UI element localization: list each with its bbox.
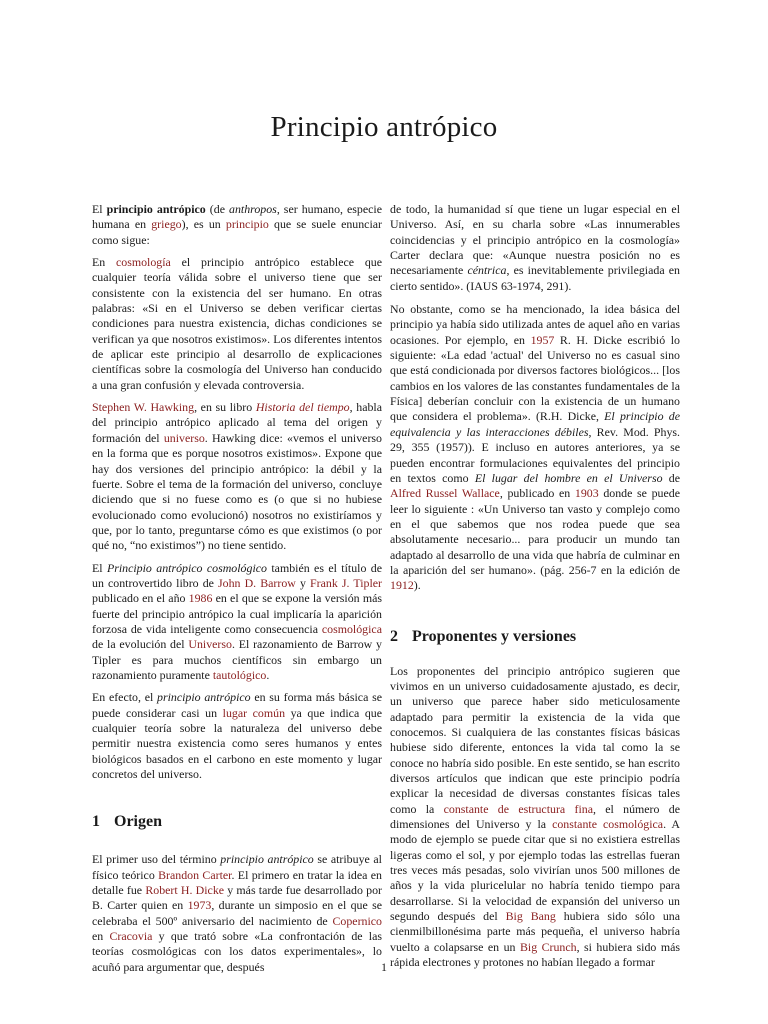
paragraph: El Principio antrópico cosmológico también es el título de un controvertido libro de John D. Barrow y Frank J. Tipler publicado en el año 1986 en el que se expone la versión más fuerte del principio antrópico la cual implicaría la aparición forzosa de vida inteligente como consecuencia cosmológica de la evolución del Universo. El razonamiento de Barrow y Tipler es para muchos científicos sin embargo un razonamiento puramente tautológico. — [92, 560, 383, 682]
paragraph: Stephen W. Hawking, en su libro Historia del tiempo, habla del principio antrópico aplicado al tema del origen y formación del universo. Hawking dice: «vemos el universo en la forma que es porque nosotros existimos». Expone que hay dos versiones del principio antrópico: la débil y la fuerte. Sobre el tema de la formación del universo, concluye diciendo que si no fuese como es (o que si no hubiese evolucionado como evolucionó) nosotros no existiríamos y que, por lo tanto, preguntarse cómo es que existimos (o por qué no, “no existimos”) no tiene sentido. — [92, 400, 382, 553]
paragraph: En efecto, el principio antrópico en su forma más básica se puede considerar casi un lugar común ya que indica que cualquier teoría sobre la naturaleza del universo debe permitir nuestra existencia como seres humanos y entes biológicos basados en el carbono en este momento y lugar concretos del universo. — [92, 690, 382, 782]
italic-term: El lugar del hombre en el Universo — [474, 470, 663, 485]
wiki-link[interactable]: Robert H. Dicke — [145, 883, 225, 898]
italic-term: principio antrópico — [157, 690, 251, 705]
wiki-link[interactable]: lugar común — [222, 705, 286, 720]
section-number: 2 — [390, 627, 398, 645]
wiki-link[interactable]: Stephen W. Hawking — [92, 400, 195, 415]
wiki-link[interactable]: Brandon Carter — [158, 867, 232, 882]
wiki-link[interactable]: constante cosmológica — [552, 817, 664, 832]
paragraph: No obstante, como se ha mencionado, la idea básica del principio ya había sido utilizada antes de aquel año en varias ocasiones. Por ejemplo, en 1957 R. H. Dicke escribió lo siguiente: «La edad 'actual' del Universo no es casual sino que está condicionada por diversos factores biológicos... [los cambios en los valores de las constantes fundamentales de la Física] deberían concluir con la existencia de un humano que considera el problema». (R.H. Dicke, El principio de equivalencia y las interacciones débiles, Rev. Mod. Phys. 29, 355 (1957)). E incluso en autores anteriores, ya se pueden encontrar formulaciones equivalentes del principio en textos como El lugar del hombre en el Universo de Alfred Russel Wallace, publicado en 1903 donde se puede leer lo siguiente : «Un Universo tan vasto y complejo como en el que sabemos que nos rodea puede que sea absolutamente necesario... para producir un mundo tan adaptado al desarrollo de una vida que habría de culminar en la aparición del ser humano». (pág. 256-7 en la edición de 1912). — [390, 302, 681, 593]
wiki-link[interactable]: universo — [163, 430, 205, 445]
wiki-link[interactable]: John D. Barrow — [218, 575, 296, 590]
wiki-link[interactable]: Universo — [188, 637, 232, 652]
paragraph: de todo, la humanidad sí que tiene un lugar especial en el Universo. Así, en su charla sobre «Las innumerables coincidencias y el principio antrópico en la cosmología» Carter declara que: «Aunque nuestra posición no es necesariamente céntrica, es inevitablemente privilegiada en cierto sentido». (IAUS 63-1974, 291). — [390, 202, 681, 293]
italic-term: céntrica — [467, 263, 507, 278]
wiki-link[interactable]: 1912 — [390, 578, 414, 593]
wiki-link[interactable]: cosmología — [116, 255, 171, 270]
wiki-link[interactable]: constante de estructura fina — [443, 801, 593, 816]
section-heading-origen — [92, 812, 382, 832]
wiki-link[interactable]: 1903 — [574, 486, 599, 501]
italic-term: principio antrópico — [220, 852, 314, 867]
italic-term: El principio de equivalencia y las interacciones débiles — [390, 409, 680, 439]
section-title: Origen — [114, 813, 162, 831]
wiki-link[interactable]: 1973 — [187, 898, 212, 913]
paragraph: Los proponentes del principio antrópico sugieren que vivimos en un universo cuidadosamente ajustado, es decir, un universo que parece haber sido meticulosamente adaptado para permitir la existencia de la vida que conocemos. Si cualquiera de las constantes físicas básicas hubiese sido diferente, entonces la vida tal como la se conoce no habría sido posible. En este sentido, se han escrito diversos artículos que indican que este principio podría explicar la necesidad de diversas constantes físicas tales como la constante de estructura fina, el número de dimensiones del Universo y la constante cosmológica. A modo de ejemplo se puede citar que si no existiera estrellas ligeras como el sol, y por ejemplo todas las estrellas fueran tres veces más pesadas, solo vivirían unos 500 millones de años y la vida pluricelular no habría tenido tiempo para desarrollarse. Si la velocidad de expansión del universo un segundo después del Big Bang hubiera sido sólo una cienmilbillonésima parte más pequeña, el universo habría vuelto a colapsarse en un Big Crunch, si hubiera sido más rápida electrones y protones no habían llegado a formar — [390, 663, 680, 970]
page-title: Principio antrópico — [270, 111, 498, 143]
wiki-link[interactable]: 1957 — [530, 332, 555, 347]
wiki-link[interactable]: Big Crunch — [519, 939, 577, 954]
section-title: Proponentes y versiones — [412, 627, 577, 645]
paragraph: El principio antrópico (de anthropos, ser humano, especie humana en griego), es un principio que se suele enunciar como sigue: — [92, 202, 383, 247]
wiki-link[interactable]: Frank J. Tipler — [310, 575, 382, 590]
italic-term: anthropos — [229, 202, 277, 216]
wiki-link[interactable]: principio — [225, 217, 269, 232]
paragraph: El primer uso del término principio antrópico se atribuye al físico teórico Brandon Carter. El primero en tratar la idea en detalle fue Robert H. Dicke y más tarde fue desarrollado por B. Carter quien en 1973, durante un simposio en el que se celebraba el 500º aniversario del nacimiento de Copernico en Cracovia y que trató sobre «La confrontación de las teorías cosmológicas con los datos experimentales», lo acuñó para argumentar que, después — [92, 852, 383, 974]
wiki-link[interactable]: Alfred Russel Wallace — [390, 486, 500, 501]
wiki-link[interactable]: tautológico — [212, 667, 267, 682]
wiki-link[interactable]: Big Bang — [505, 909, 556, 924]
wiki-link[interactable]: griego — [151, 217, 182, 232]
right-column — [390, 202, 680, 978]
left-column — [92, 202, 382, 982]
italic-term: Principio antrópico cosmológico — [106, 560, 267, 575]
wiki-link[interactable]: 1986 — [188, 591, 213, 606]
section-number: 1 — [92, 813, 100, 831]
page-number: 1 — [381, 960, 387, 974]
wiki-link[interactable]: cosmológica — [321, 621, 382, 636]
section-heading-proponentes — [390, 627, 680, 647]
paragraph: En cosmología el principio antrópico establece que cualquier teoría válida sobre el universo tiene que ser consistente con la existencia del ser humano. En otras palabras: «Si en el Universo se deben verificar ciertas condiciones para nuestra existencia, dichas condiciones se verifican ya que nosotros existimos». Los diferentes intentos de aplicar este principio al desarrollo de explicaciones científicas sobre la cosmología del Universo han conducido a una gran confusión y elevada controversia. — [92, 255, 382, 392]
wiki-link[interactable]: Copernico — [332, 913, 382, 928]
bold-term: principio antrópico — [106, 202, 206, 216]
wiki-link[interactable]: Historia del tiempo — [255, 400, 350, 415]
wiki-link[interactable]: Cracovia — [109, 929, 153, 944]
